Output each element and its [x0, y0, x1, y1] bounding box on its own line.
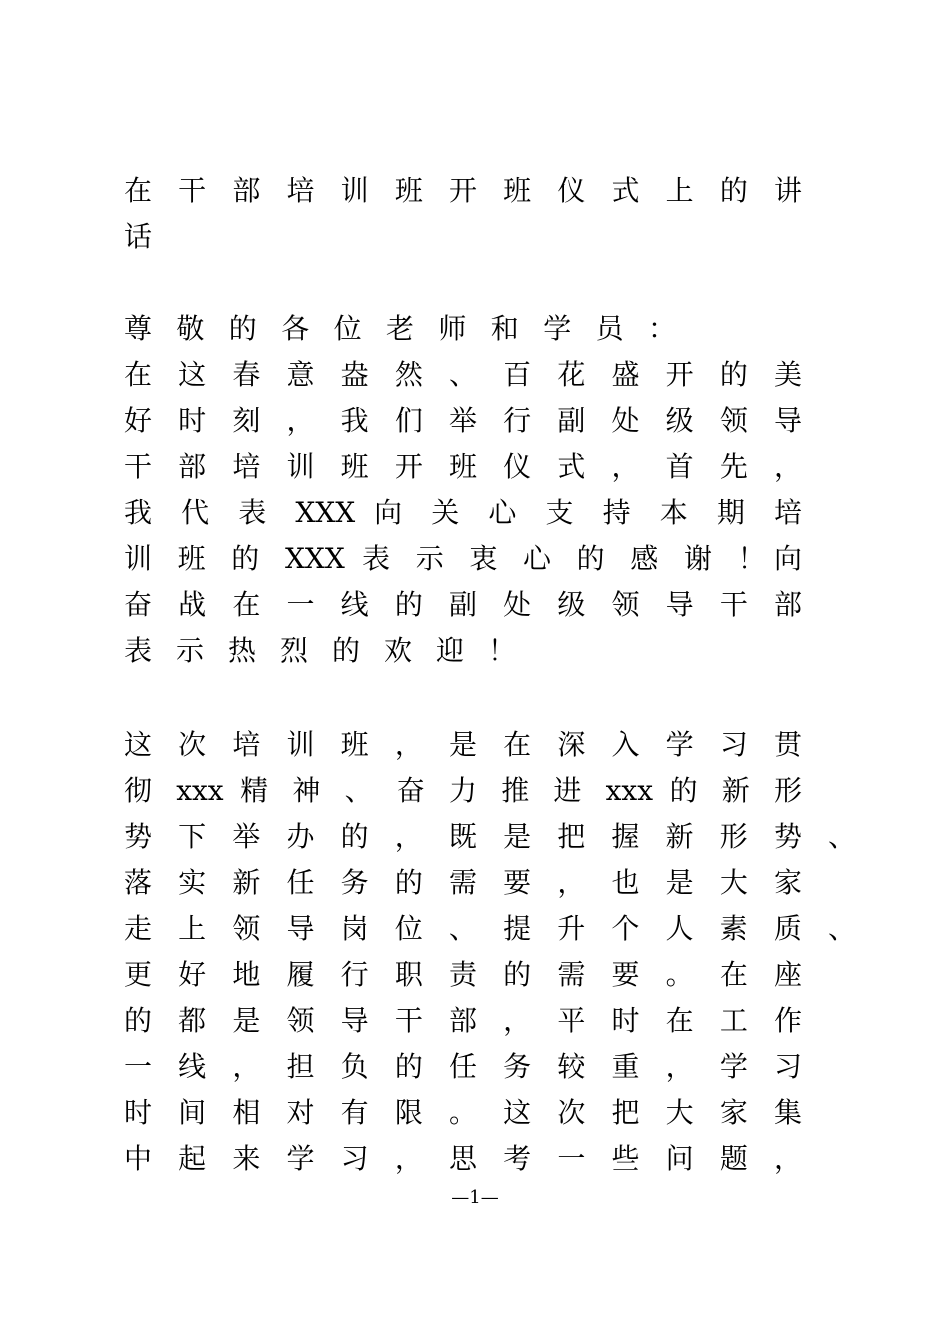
- paragraph1-line-7: 奋 战 在 一 线 的 副 处 级 领 导 干 部: [124, 588, 802, 621]
- paragraph2-line-2: 彻 xxx 精 神 、 奋 力 推 进 xxx 的 新 形: [124, 774, 802, 807]
- paragraph1-line-2: 在 这 春 意 盎 然 、 百 花 盛 开 的 美: [124, 358, 802, 391]
- page-number: —1—: [451, 1187, 499, 1208]
- title-line-2: 话: [124, 220, 153, 253]
- paragraph2-line-3: 势 下 举 办 的 ， 既 是 把 握 新 形 势 、: [124, 820, 856, 853]
- paragraph1-line-3: 好 时 刻 ， 我 们 举 行 副 处 级 领 导: [124, 404, 802, 437]
- paragraph2-line-5: 走 上 领 导 岗 位 、 提 升 个 人 素 质 、: [124, 912, 856, 945]
- paragraph2-line-7: 的 都 是 领 导 干 部 ， 平 时 在 工 作: [124, 1004, 802, 1037]
- paragraph2-line-10: 中 起 来 学 习 ， 思 考 一 些 问 题 ，: [124, 1142, 802, 1175]
- paragraph2-line-1: 这 次 培 训 班 ， 是 在 深 入 学 习 贯: [124, 728, 802, 761]
- paragraph2-line-8: 一 线 ， 担 负 的 任 务 较 重 ， 学 习: [124, 1050, 802, 1083]
- salutation-line: 尊 敬 的 各 位 老 师 和 学 员 ：: [124, 312, 676, 345]
- title-line-1: 在 干 部 培 训 班 开 班 仪 式 上 的 讲: [124, 174, 802, 207]
- paragraph2-line-9: 时 间 相 对 有 限 。 这 次 把 大 家 集: [124, 1096, 802, 1129]
- paragraph1-line-8: 表 示 热 烈 的 欢 迎 ！: [124, 634, 516, 667]
- paragraph2-line-4: 落 实 新 任 务 的 需 要 ， 也 是 大 家: [124, 866, 802, 899]
- paragraph1-line-6: 训 班 的 XXX 表 示 衷 心 的 感 谢 ！向: [124, 542, 802, 575]
- paragraph2-line-6: 更 好 地 履 行 职 责 的 需 要 。 在 座: [124, 958, 802, 991]
- paragraph1-line-4: 干 部 培 训 班 开 班 仪 式 ， 首 先 ，: [124, 450, 802, 483]
- paragraph1-line-5: 我 代 表 XXX 向 关 心 支 持 本 期 培: [124, 496, 802, 529]
